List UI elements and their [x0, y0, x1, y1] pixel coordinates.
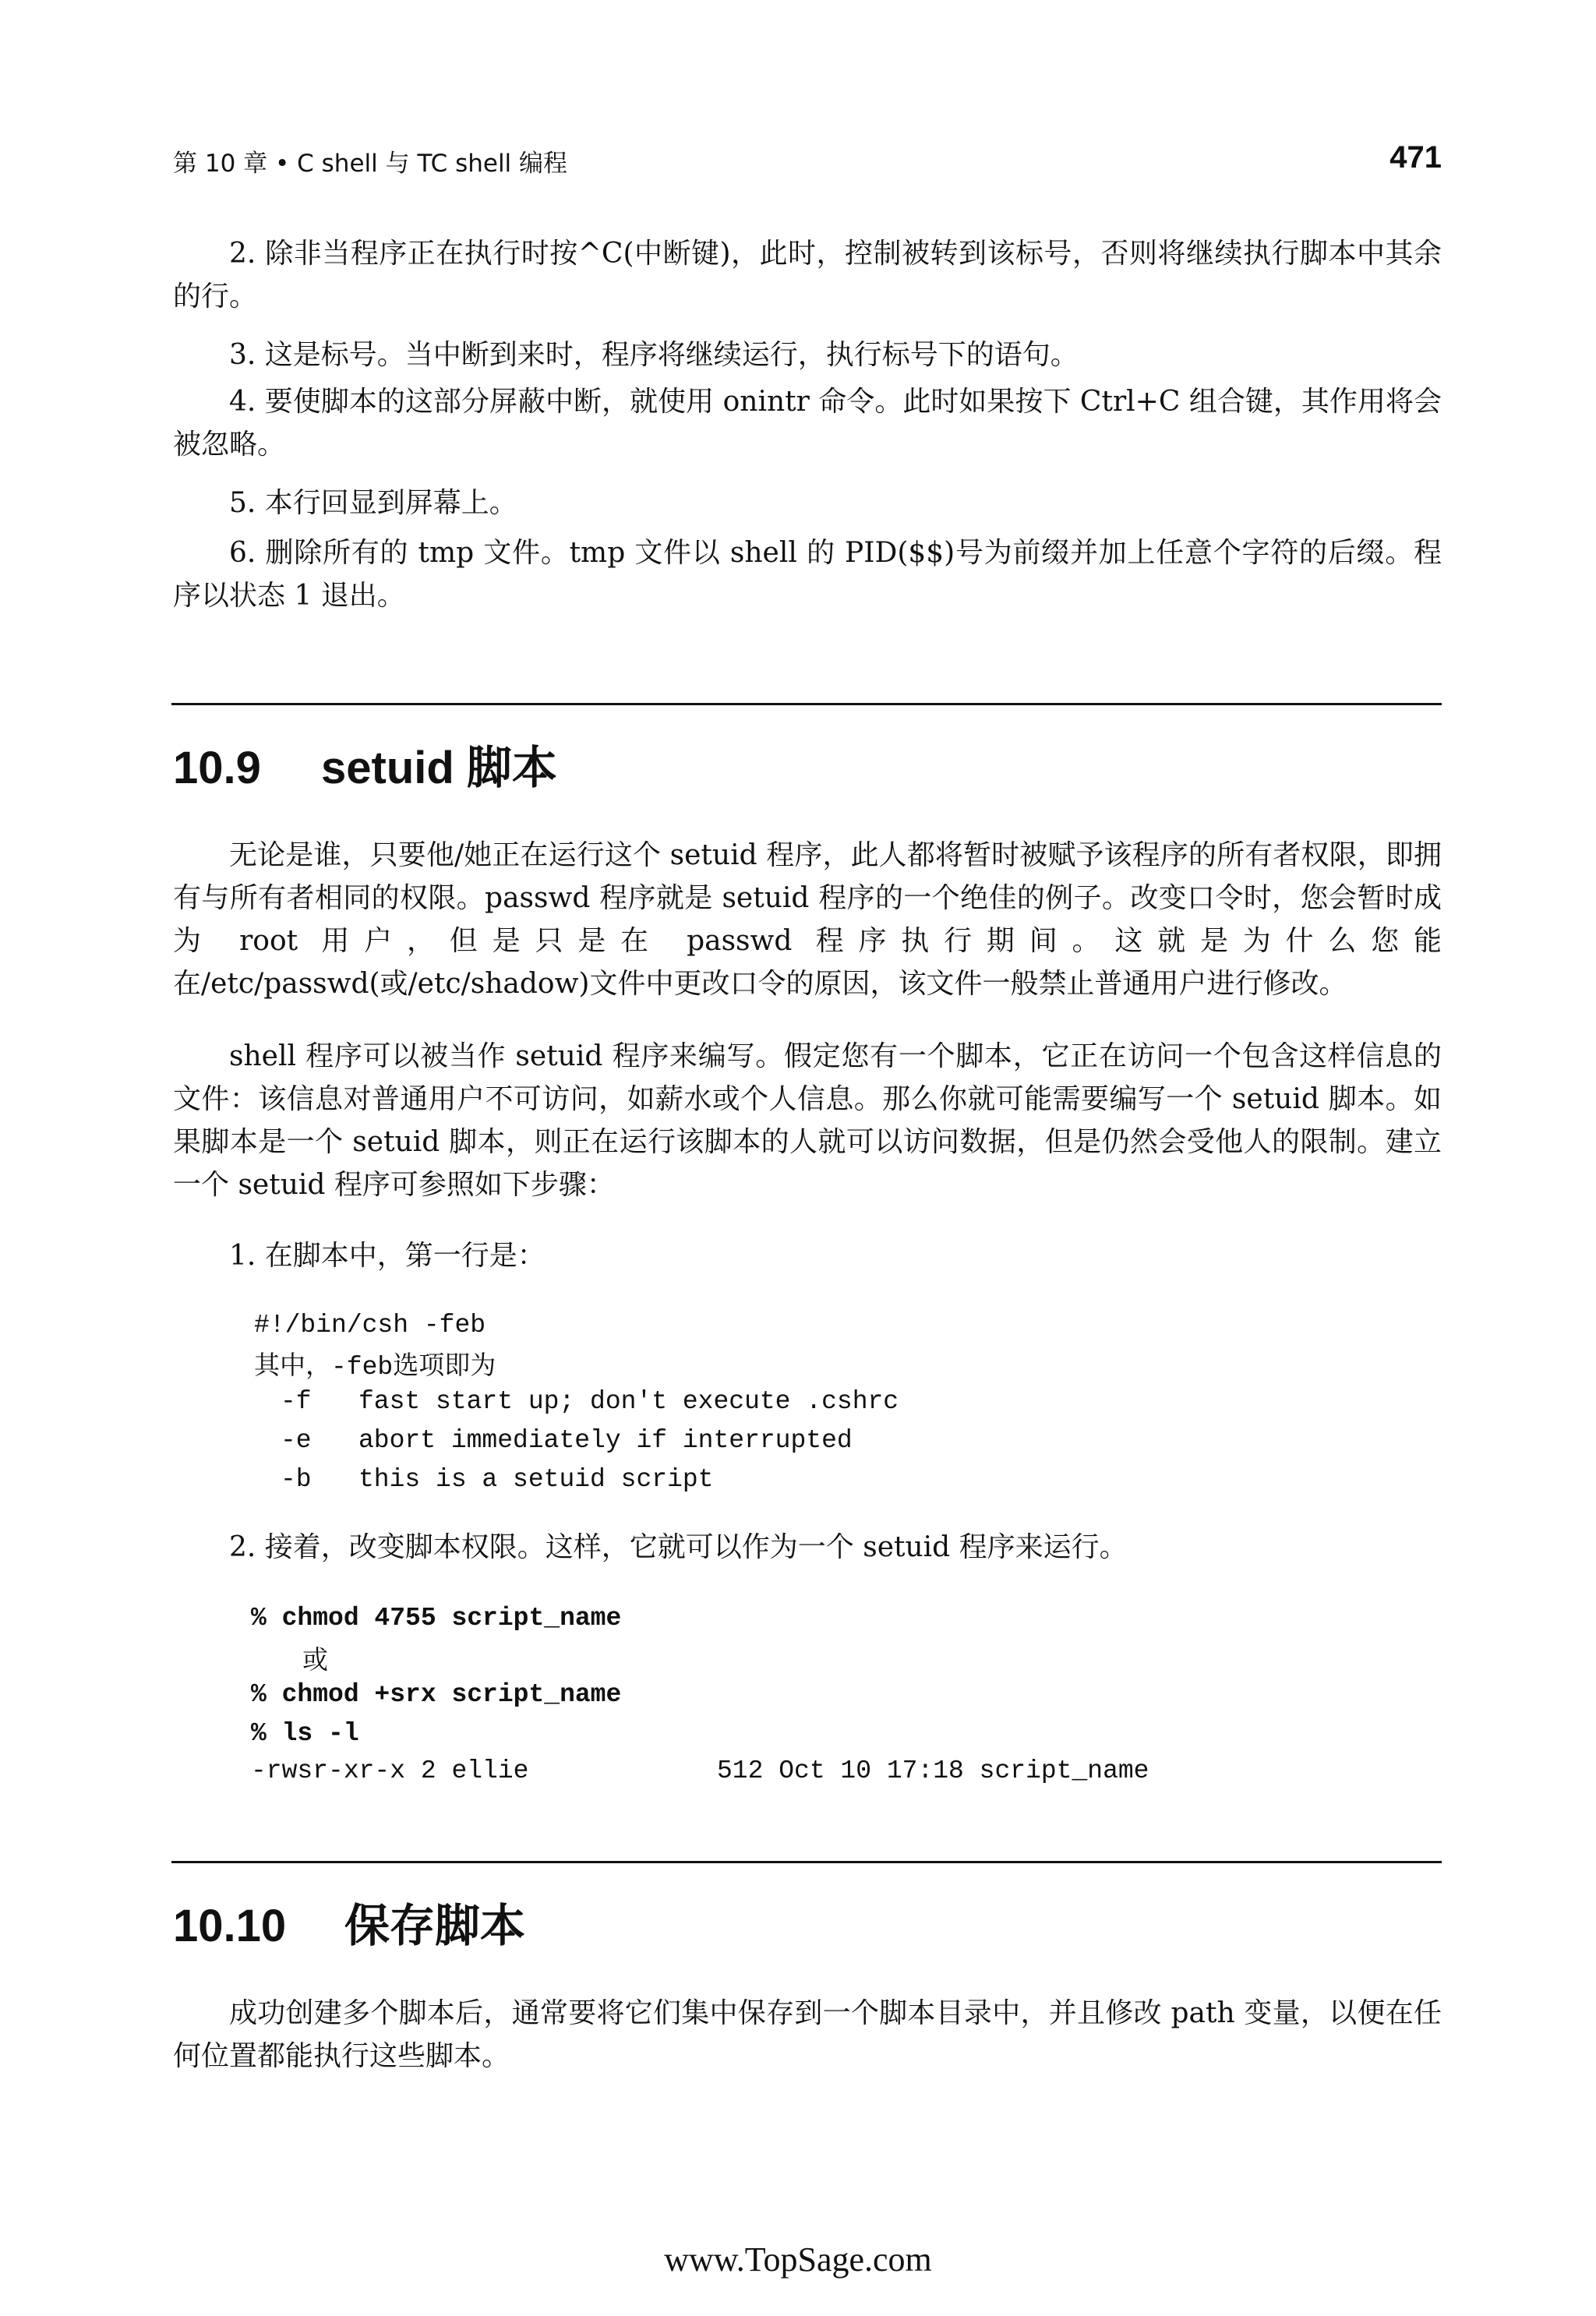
- list-item: 6. 删除所有的 tmp 文件。tmp 文件以 shell 的 PID($$)号为前缀并加上任意个字符的后缀。程序以状态 1 退出。: [173, 537, 1442, 612]
- list-item: 4. 要使脚本的这部分屏蔽中断，就使用 onintr 命令。此时如果按下 Ctrl+C 组合键，其作用将会被忽略。: [173, 386, 1442, 461]
- section-number: 10.10: [173, 1901, 287, 1951]
- code-line: % chmod 4755 script_name: [251, 1604, 622, 1633]
- section-title: setuid 脚本: [321, 743, 557, 793]
- option-flag: -b: [281, 1465, 312, 1494]
- code-note: [254, 1345, 496, 1382]
- paragraph: 成功创建多个脚本后，通常要将它们集中保存到一个脚本目录中，并且修改 path 变量，以便在任何位置都能执行这些脚本。: [173, 1997, 1442, 2072]
- code-line: % ls -l: [251, 1719, 359, 1748]
- code-line: #!/bin/csh -feb: [254, 1311, 486, 1340]
- page-number: 471: [1389, 140, 1442, 175]
- section-number: 10.9: [173, 743, 261, 793]
- option-flag: -e: [281, 1426, 312, 1455]
- code-line: % chmod +srx script_name: [251, 1680, 622, 1709]
- footer-url: www.TopSage.com: [664, 2240, 932, 2279]
- code-output: -rwsr-xr-x 2 ellie: [251, 1756, 529, 1785]
- paragraph: 无论是谁，只要他/她正在运行这个 setuid 程序，此人都将暂时被赋予该程序的所有者权限，即拥有与所有者相同的权限。passwd 程序就是 setuid 程序的一个绝佳的例子。改变口令时，您会暂时成为 root 用户，但是只是在 passwd 程序执行期间。这就是为什么您能在/etc/passwd(或/etc/shadow)文件中更改口令的原因，该文件一般禁止普通用户进行修改。: [173, 839, 1442, 1000]
- list-item: 2. 除非当程序正在执行时按^C(中断键)，此时，控制被转到该标号，否则将继续执行脚本中其余的行。: [173, 238, 1442, 312]
- code-note-prefix: 其中，: [254, 1350, 331, 1380]
- section-title: 保存脚本: [344, 1901, 526, 1951]
- code-output: 512 Oct 10 17:18 script_name: [717, 1756, 1149, 1785]
- running-header: 第 10 章 • C shell 与 TC shell 编程: [173, 150, 568, 178]
- option-desc: fast start up; don't execute .cshrc: [358, 1387, 899, 1416]
- section-heading: [173, 731, 557, 796]
- section-divider: [171, 1861, 1442, 1863]
- option-desc: abort immediately if interrupted: [358, 1426, 853, 1455]
- list-item: 2. 接着，改变脚本权限。这样，它就可以作为一个 setuid 程序来运行。: [229, 1531, 1128, 1563]
- section-heading: [173, 1889, 525, 1954]
- list-item: 3. 这是标号。当中断到来时，程序将继续运行，执行标号下的语句。: [229, 339, 1079, 371]
- code-or: 或: [302, 1644, 328, 1675]
- code-note-flag: -feb: [331, 1353, 394, 1382]
- list-item: 1. 在脚本中，第一行是：: [229, 1240, 546, 1272]
- code-note-suffix: 选项即为: [393, 1350, 496, 1380]
- option-desc: this is a setuid script: [358, 1465, 714, 1494]
- section-divider: [171, 703, 1442, 705]
- paragraph: shell 程序可以被当作 setuid 程序来编写。假定您有一个脚本，它正在访问一个包含这样信息的文件：该信息对普通用户不可访问，如薪水或个人信息。那么你就可能需要编写一个 setuid 脚本。如果脚本是一个 setuid 脚本，则正在运行该脚本的人就可以访问数据，但是仍然会受他人的限制。建立一个 setuid 程序可参照如下步骤：: [173, 1040, 1442, 1201]
- option-flag: -f: [281, 1387, 312, 1416]
- list-item: 5. 本行回显到屏幕上。: [229, 487, 517, 519]
